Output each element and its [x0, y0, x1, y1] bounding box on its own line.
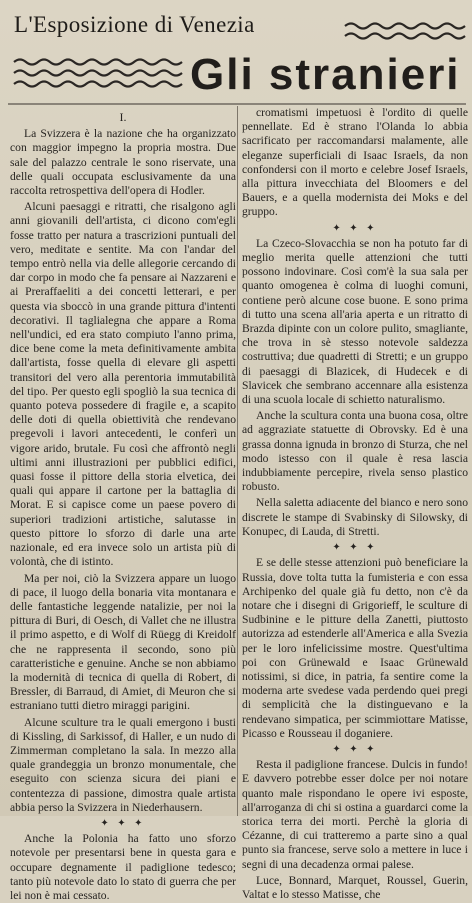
- article-body: [0, 106, 472, 902]
- headline: Gli stranieri: [190, 50, 461, 99]
- column-divider: [237, 106, 238, 816]
- paragraph: cromatismi impetuosi è l'ordito di quelle pennellate. Ed è strano l'Olanda lo abbia sacrificato per raccomandarsi malamente, alle eleganze superficiali di Isaac Israels, da non confondersi con il morto e celebre Josef Israels, alla pittura invecchiata del Bloomers e del Bauers, e a quella modernista dei Moks e del gruppo.: [242, 106, 468, 219]
- paragraph: E se delle stesse attenzioni può beneficiare la Russia, dove tolta tutta la fumisteria e con essa Archipenko del quale già fu detto, non c'è da notare che i disegni di Grigorieff, le sculture di Sudbinine e le pitture della Zanetti, piuttosto autorizza ad estenderle all'America e alla Svezia per le loro infelicissime mostre. Quest'ultima poi con Grünewald e Isaac Grünewald notissimi, si dice, in patria, fa sentire come la moderna arte svedese vada perdendo quei pregi di semplicità che la distinguevano e la rendevano simpatica, per scimmiottare Matisse, Picasso e Rousseau il doganiere.: [242, 556, 468, 740]
- right-column: [242, 106, 468, 901]
- paragraph: Nella saletta adiacente del bianco e nero sono discrete le stampe di Svabinsky di Silowsky, di Konupec, di Lauda, di Stretti.: [242, 496, 468, 538]
- paragraph: Alcuni paesaggi e ritratti, che risalgono agli anni giovanili dell'artista, ci dicono com'egli fosse tratto per natura a trascrizioni puntuali del vero, meditate e sentite. Ma con l'andar del tempo entrò nella via delle allegorie cercando di dar corpo in modo che fa pensare ai Nazzareni e ai Preraffaeliti a dei concetti letterari, e per questa via sboccò in una grande pittura d'intenti decorativi. Il taglialegna che appare a Roma nell'undici, ed era stato compiuto l'anno prima, dice bene come la meta definitivamente ambita dall'artista, fosse quella di elevare gli aspetti transitori del vero alla perentoria immutabilità del tipo. Per questo egli spogliò la sua tecnica di quanto poteva possedere di fragile e, a scapito delle doti di quella obiettività che rendevano pregevoli i lavori antecedenti, le conferì un vigore arido, brutale. Fu così che affrontò negli ultimi anni illustrazioni per pubblici edifici, quasi fosse il pittore della storia elvetica, dei quali qui appare il cartone per la battaglia di Morat. E si capisce come un paese povero di superiori tradizioni artistiche, salutasse in questo pittore lo sforzo di darle una arte nazionale, ed era invece solo un artista più di volontà, che di istinto.: [10, 200, 236, 569]
- wavy-rule-left-bottom: [14, 82, 182, 87]
- paragraph: Ma per noi, ciò la Svizzera appare un luogo di pace, il luogo della bonaria vita montanara e delle fantastiche leggende natalizie, per noi la pittura di Buri, di Oesch, di Vallet che ne illustra il primo aspetto, e di Wolf di Rüegg di Kreidolf che ne rappresenta il secondo, sono più caratteristiche e genuine. Anche se non abbiamo la modernità di tecnica di quella di Robert, di Bressler, di Barraud, di Amiet, di Meuron che si estraniano tutti dietro miraggi parigini.: [10, 571, 236, 713]
- wavy-rule-top: [345, 24, 465, 29]
- wavy-rule-left-top: [14, 60, 182, 65]
- left-column: [10, 106, 236, 902]
- section-separator: ✦ ✦ ✦: [332, 542, 378, 554]
- paragraph: Anche la Polonia ha fatto uno sforzo notevole per presentarsi bene in questa gara e occupare degnamente il padiglione tedesco; tanto più notevole dato lo stato di guerra che per lei non è mai cessato.: [10, 832, 236, 902]
- paragraph: La Svizzera è la nazione che ha organizzato con maggior impegno la propria mostra. Due sale del palazzo centrale le sono riservate, una delle quali occupata esclusivamente da una raccolta retrospettiva dell'opera di Hodler.: [10, 127, 236, 198]
- paragraph: Luce, Bonnard, Marquet, Roussel, Guerin, Valtat e lo stesso Matisse, che: [242, 873, 468, 901]
- wavy-rule-mid: [345, 34, 465, 39]
- section-number: I.: [119, 110, 127, 124]
- section-separator: ✦ ✦ ✦: [332, 222, 378, 234]
- article-header: [0, 0, 472, 108]
- paragraph: Anche la scultura conta una buona cosa, oltre ad aggraziate statuette di Obrovsky. Ed è una grassa donna ignuda in bronzo di Sturza, che nel modo istesso con il quale è resa lascia indubbiamente percepire, rivela senso plastico robusto.: [242, 409, 468, 494]
- section-separator: ✦ ✦ ✦: [100, 817, 146, 829]
- paragraph: Alcune sculture tra le quali emergono i busti di Kissling, di Sarkissof, di Haller, e un nudo di Zimmerman completano la sala. In mezzo alla quale grandeggia un bronzo monumentale, che eseguito con scienza sicura dei piani e contentezza di passione, dimostra quale artista abbia perso la Svizzera in Niederhausern.: [10, 715, 236, 814]
- paragraph: La Czeco-Slovacchia se non ha potuto far di meglio merita quelle attenzioni che tutti possono indovinare. Così com'è la sua sala per quanto omogenea è colma di luoghi comuni, contiene però alcune cose buone. E sono prima di tutto una scena all'aria aperta e un ritratto di Brazda dipinte con un colore pulito, smagliante, che trova in sè stesso notevole saldezza costruttiva; due quadretti di Stretti; e un gruppo di paesaggi di Blazicek, di Hudecek e di Slavicek che sembrano accennare alla esistenza di una scuola locale di schietto naturalismo.: [242, 236, 468, 407]
- section-separator: ✦ ✦ ✦: [332, 743, 378, 755]
- kicker-title: L'Esposizione di Venezia: [14, 12, 255, 37]
- wavy-rule-left-mid: [14, 71, 182, 76]
- paragraph: Resta il padiglione francese. Dulcis in fundo! E davvero potrebbe esser dolce per noi notare quanto male rispondano le opere ivi esposte, all'arroganza di chi si ostina a guardarci come la storica terra dei morti. Perchè la gloria di Cézanne, di cui tratteremo a parte sino a qual punto sia francese, serve solo a mettere in luce i segni di una decadenza ormai palese.: [242, 758, 468, 871]
